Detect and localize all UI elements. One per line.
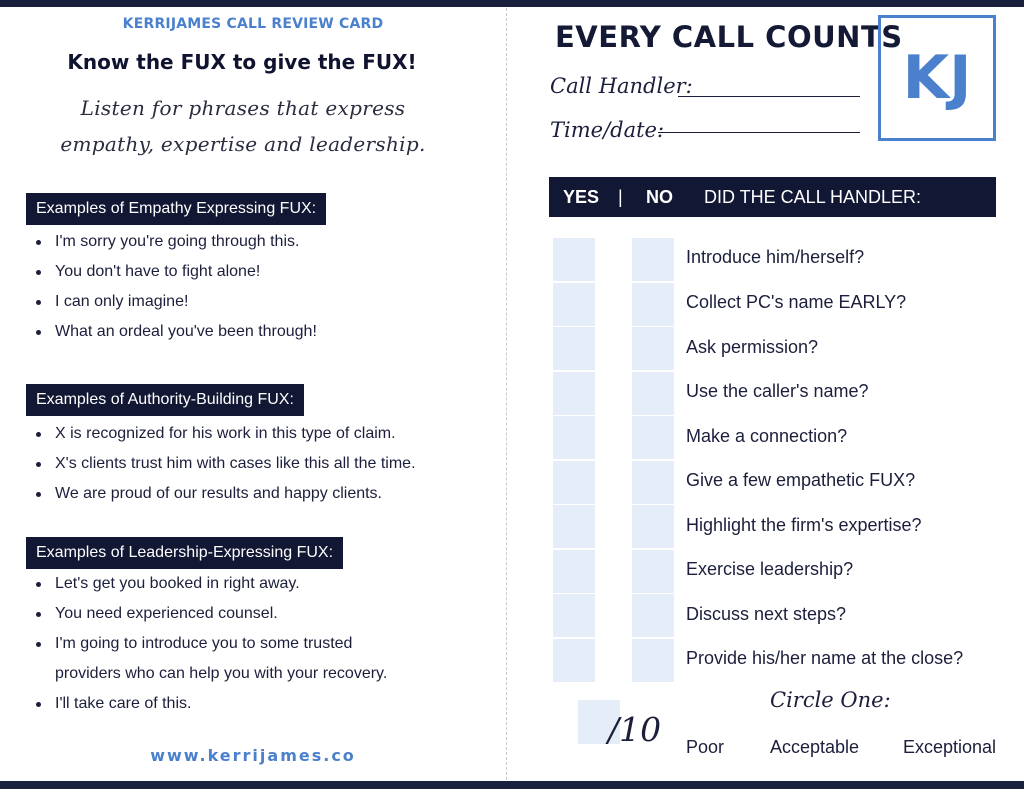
yes-checkbox[interactable]: [553, 416, 595, 459]
rating-acceptable[interactable]: Acceptable: [770, 737, 860, 757]
question-name-at-close: Provide his/her name at the close?: [686, 648, 964, 668]
checklist-header: [549, 177, 996, 217]
question-use-name: Use the caller's name?: [686, 381, 869, 401]
website-link[interactable]: www.kerrijames.co: [150, 746, 356, 765]
tagline-line-1: Listen for phrases that express: [80, 96, 406, 120]
yes-column-label: YES: [563, 187, 600, 207]
yes-checkbox[interactable]: [553, 372, 595, 415]
question-empathetic-fux: Give a few empathetic FUX?: [686, 470, 916, 490]
yes-checkbox[interactable]: [553, 461, 595, 504]
no-column-label: NO: [646, 187, 673, 207]
left-panel: [0, 0, 506, 789]
header-separator: |: [618, 187, 623, 207]
yes-checkbox[interactable]: [553, 238, 595, 281]
empathy-list: [36, 227, 317, 347]
list-item: You need experienced counsel.: [36, 599, 387, 629]
headline: Know the FUX to give the FUX!: [67, 50, 417, 74]
list-item: X's clients trust him with cases like this all the time.: [36, 449, 416, 479]
list-item: We are proud of our results and happy clients.: [36, 479, 416, 509]
no-checkbox[interactable]: [632, 550, 674, 593]
yes-checkbox[interactable]: [553, 594, 595, 637]
no-checkbox[interactable]: [632, 372, 674, 415]
leadership-list: [36, 569, 387, 719]
list-item: I can only imagine!: [36, 287, 317, 317]
no-checkbox[interactable]: [632, 594, 674, 637]
authority-section-heading: Examples of Authority-Building FUX:: [26, 384, 304, 416]
no-checkbox[interactable]: [632, 505, 674, 548]
yes-checkbox[interactable]: [553, 550, 595, 593]
rating-exceptional[interactable]: Exceptional: [903, 737, 997, 757]
list-item: X is recognized for his work in this type of claim.: [36, 419, 416, 449]
kj-logo: KJ: [878, 15, 996, 141]
rating-poor[interactable]: Poor: [686, 737, 725, 757]
question-column-label: DID THE CALL HANDLER:: [704, 187, 922, 207]
yes-checkbox[interactable]: [553, 283, 595, 326]
time-date-label: Time/date:: [550, 118, 665, 142]
question-expertise: Highlight the firm's expertise?: [686, 515, 922, 535]
yes-checkbox[interactable]: [553, 505, 595, 548]
no-checkbox[interactable]: [632, 238, 674, 281]
question-collect-name: Collect PC's name EARLY?: [686, 292, 907, 312]
leadership-section-heading: Examples of Leadership-Expressing FUX:: [26, 537, 343, 569]
circle-one-label: Circle One:: [770, 688, 891, 712]
card-title: KERRIJAMES CALL REVIEW CARD: [122, 16, 384, 32]
no-checkbox[interactable]: [632, 283, 674, 326]
question-ask-permission: Ask permission?: [686, 337, 819, 357]
tagline-line-2: empathy, expertise and leadership.: [60, 132, 426, 156]
list-item: I'm sorry you're going through this.: [36, 227, 317, 257]
authority-list: [36, 419, 416, 509]
empathy-section-heading: Examples of Empathy Expressing FUX:: [26, 193, 326, 225]
no-checkbox[interactable]: [632, 416, 674, 459]
page-title: EVERY CALL COUNTS: [555, 20, 903, 54]
question-next-steps: Discuss next steps?: [686, 604, 847, 624]
question-leadership: Exercise leadership?: [686, 559, 854, 579]
list-item: Let's get you booked in right away.: [36, 569, 387, 599]
no-checkbox[interactable]: [632, 461, 674, 504]
call-handler-label: Call Handler:: [550, 74, 693, 98]
question-introduce: Introduce him/herself?: [686, 247, 865, 267]
no-checkbox[interactable]: [632, 639, 674, 682]
fold-divider: [506, 8, 507, 780]
call-handler-line[interactable]: [678, 96, 860, 97]
list-item: You don't have to fight alone!: [36, 257, 317, 287]
score-suffix: /10: [608, 710, 662, 749]
list-item: I'm going to introduce you to some trusted: [36, 629, 387, 659]
list-item-continuation: providers who can help you with your recovery.: [55, 665, 388, 682]
yes-checkbox[interactable]: [553, 327, 595, 370]
list-item: I'll take care of this.: [36, 689, 387, 719]
question-connection: Make a connection?: [686, 426, 848, 446]
time-date-line[interactable]: [658, 132, 860, 133]
yes-checkbox[interactable]: [553, 639, 595, 682]
no-checkbox[interactable]: [632, 327, 674, 370]
list-item: What an ordeal you've been through!: [36, 317, 317, 347]
